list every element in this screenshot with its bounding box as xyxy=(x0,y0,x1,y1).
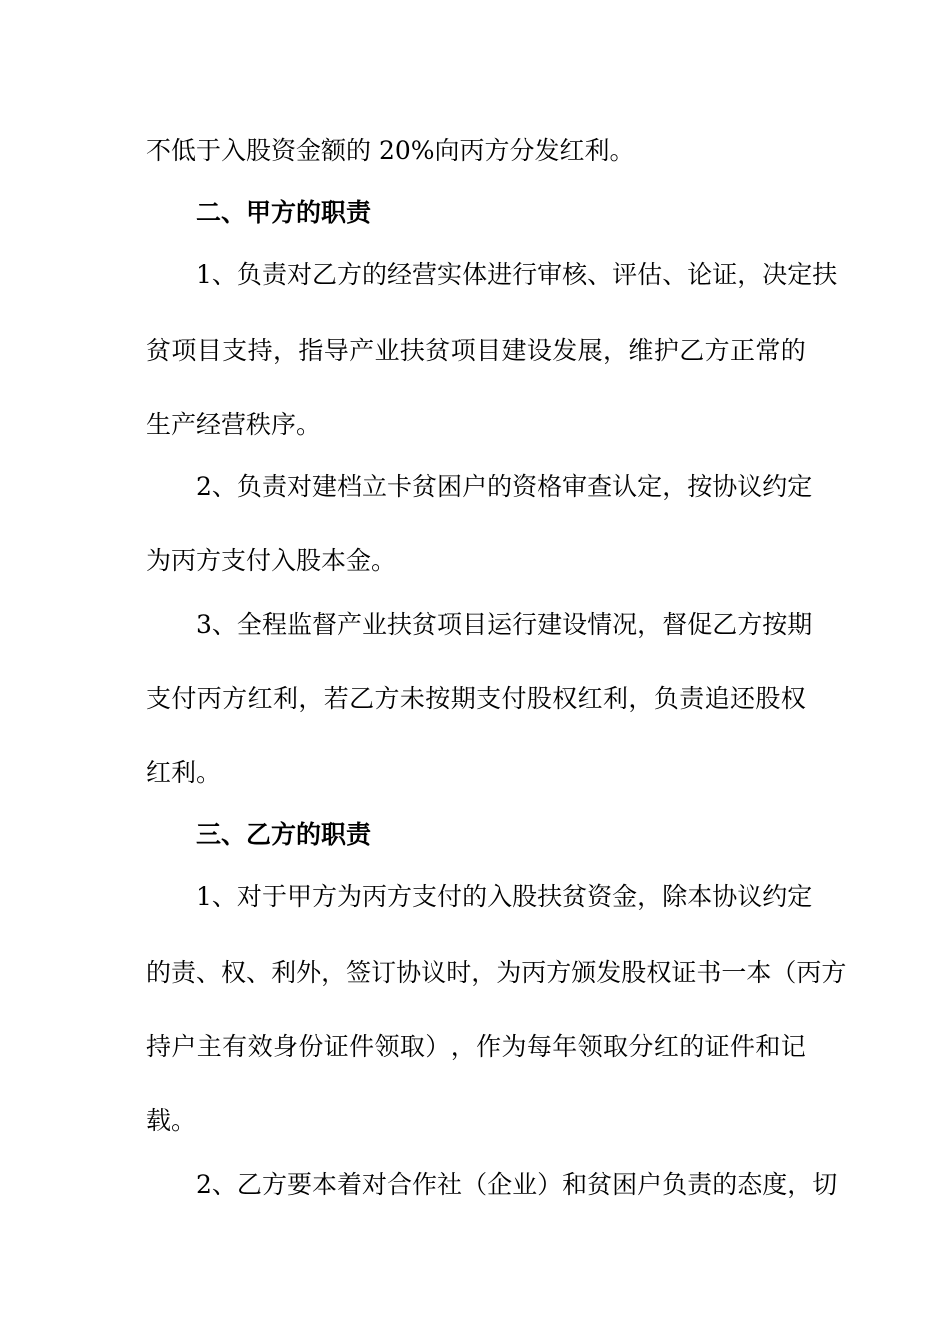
paragraph-line: 红利。 xyxy=(146,758,222,787)
paragraph-line: 载。 xyxy=(146,1106,197,1135)
paragraph-line: 1 、 负 责 对 乙 方 的 经 营 实 体 进 行 审 核 、 评 估 、 论 证 ， 决 定 扶 xyxy=(196,260,838,289)
section-heading: 二、甲方的职责 xyxy=(196,198,372,227)
paragraph-line: 贫 项 目 支 持 ， 指 导 产 业 扶 贫 项 目 建 设 发 展 ， 维 护 乙 方 正 常 的 xyxy=(146,336,806,365)
paragraph-line: 生产经营秩序。 xyxy=(146,410,322,439)
paragraph-line: 的 责 、 权 、 利 外 ， 签 订 协 议 时 ， 为 丙 方 颁 发 股 权 证 书 一 本 （ 丙 方 xyxy=(146,958,847,987)
section-heading: 三、乙方的职责 xyxy=(196,820,372,849)
paragraph-line: 3 、 全 程 监 督 产 业 扶 贫 项 目 运 行 建 设 情 况 ， 督 促 乙 方 按 期 xyxy=(196,610,813,639)
paragraph-line: 不低于入股资金额的 20%向丙方分发红利。 xyxy=(146,136,635,165)
paragraph-line: 2 、 乙 方 要 本 着 对 合 作 社 （ 企 业 ） 和 贫 困 户 负 责 的 态 度 ， 切 xyxy=(196,1170,838,1199)
paragraph-line: 2 、 负 责 对 建 档 立 卡 贫 困 户 的 资 格 审 查 认 定 ， 按 协 议 约 定 xyxy=(196,472,813,501)
paragraph-line: 为丙方支付入股本金。 xyxy=(146,546,397,575)
paragraph-line: 持 户 主 有 效 身 份 证 件 领 取 ） ， 作 为 每 年 领 取 分 红 的 证 件 和 记 xyxy=(146,1032,806,1061)
paragraph-line: 支 付 丙 方 红 利 ， 若 乙 方 未 按 期 支 付 股 权 红 利 ， 负 责 追 还 股 权 xyxy=(146,684,806,713)
paragraph-line: 1 、 对 于 甲 方 为 丙 方 支 付 的 入 股 扶 贫 资 金 ， 除 本 协 议 约 定 xyxy=(196,882,813,911)
